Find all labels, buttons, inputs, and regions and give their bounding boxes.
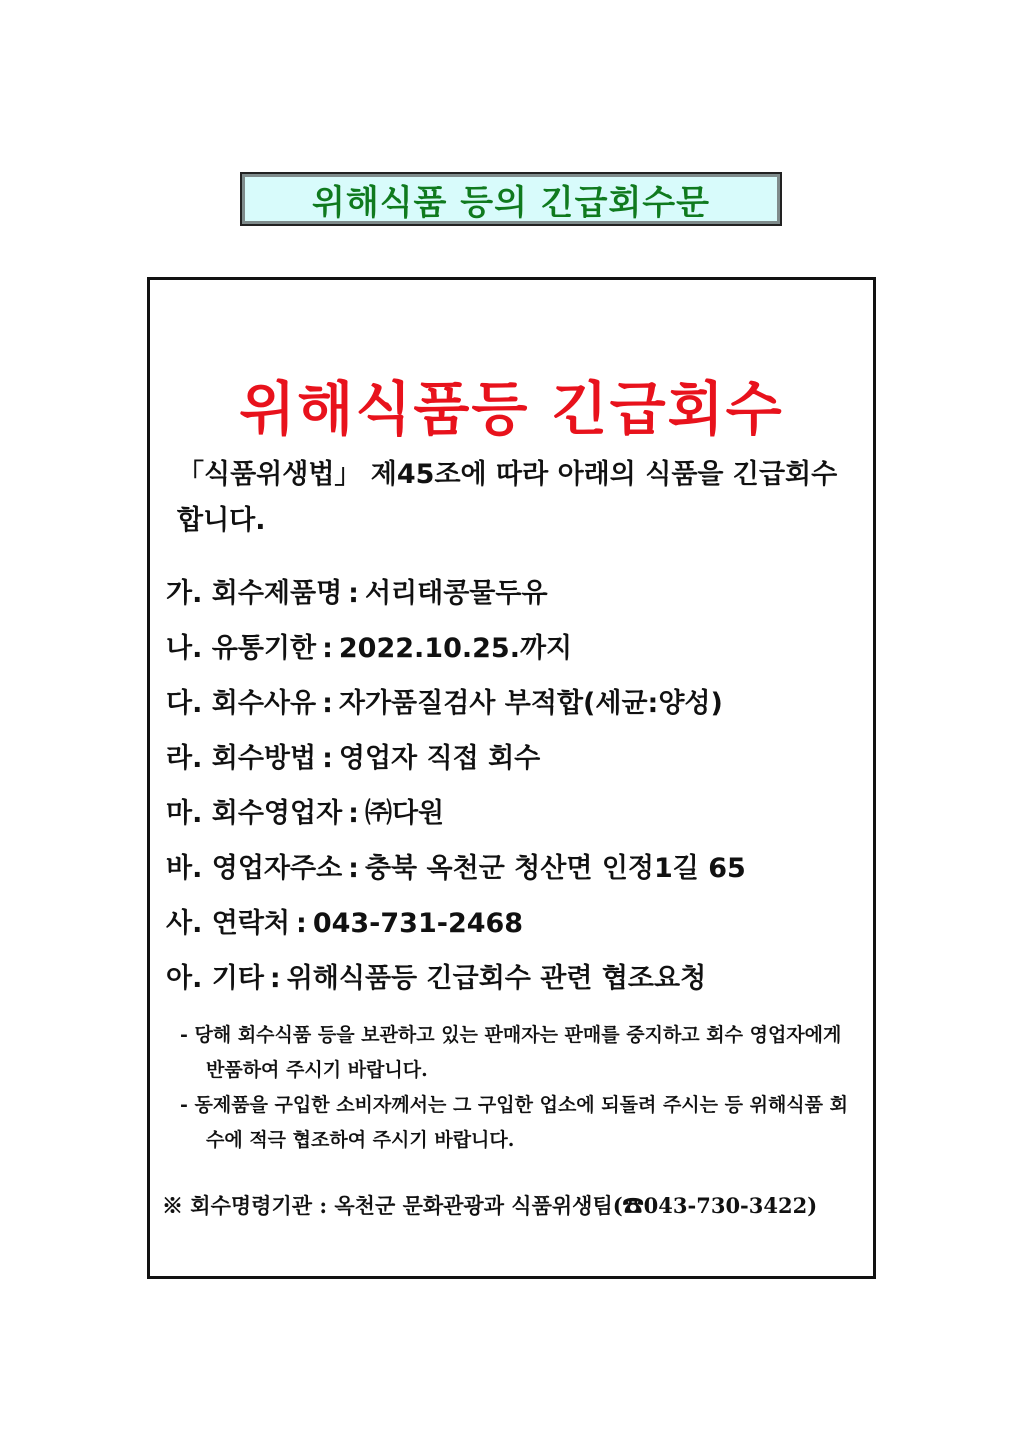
notice-intro: 「식품위생법」 제45조에 따라 아래의 식품을 긴급회수 합니다. (177, 459, 838, 536)
detail-label: 라. 회수방법 (166, 743, 317, 774)
detail-other: 아. 기타 : 위해식품등 긴급회수 관련 협조요청 (166, 963, 707, 994)
detail-address: 바. 영업자주소 : 충북 옥천군 청산면 인정1길 65 (166, 853, 746, 884)
detail-product-name: 가. 회수제품명 : 서리태콩물두유 (166, 578, 548, 609)
detail-label: 아. 기타 (166, 963, 264, 994)
notes-list (180, 1018, 860, 1158)
detail-label: 나. 유통기한 (166, 633, 317, 664)
detail-label: 가. 회수제품명 (166, 578, 343, 609)
note-consumer: - 동제품을 구입한 소비자께서는 그 구입한 업소에 되돌려 주시는 등 위해식품 회수에 적극 협조하여 주시기 바랍니다. (180, 1094, 848, 1151)
detail-value: 자가품질검사 부적합(세균:양성) (338, 688, 723, 719)
recall-details-list (166, 572, 866, 1012)
detail-value: 충북 옥천군 청산면 인정1길 65 (364, 853, 746, 884)
detail-reason: 다. 회수사유 : 자가품질검사 부적합(세균:양성) (166, 688, 723, 719)
detail-label: 다. 회수사유 (166, 688, 317, 719)
detail-value: 서리태콩물두유 (364, 578, 548, 609)
title-banner (240, 172, 782, 226)
detail-value: 영업자 직접 회수 (338, 743, 541, 774)
title-banner-text: 위해식품 등의 긴급회수문 (312, 182, 710, 223)
detail-method: 라. 회수방법 : 영업자 직접 회수 (166, 743, 541, 774)
detail-value: 2022.10.25.까지 (338, 633, 573, 664)
recall-authority-footer: ※ 회수명령기관 : 옥천군 문화관광과 식품위생팀(☎043-730-3422) (162, 1193, 818, 1218)
detail-business: 마. 회수영업자 : ㈜다원 (166, 798, 445, 829)
detail-expiry: 나. 유통기한 : 2022.10.25.까지 (166, 633, 573, 664)
detail-value: 043-731-2468 (312, 908, 524, 939)
notice-headline: 위해식품등 긴급회수 (239, 375, 784, 443)
detail-value: ㈜다원 (364, 798, 445, 829)
detail-label: 사. 연락처 (166, 908, 290, 939)
detail-label: 바. 영업자주소 (166, 853, 343, 884)
recall-notice-box (147, 277, 876, 1279)
detail-value: 위해식품등 긴급회수 관련 협조요청 (286, 963, 707, 994)
detail-label: 마. 회수영업자 (166, 798, 343, 829)
note-seller: - 당해 회수식품 등을 보관하고 있는 판매자는 판매를 중지하고 회수 영업자에게 반품하여 주시기 바랍니다. (180, 1024, 842, 1081)
detail-contact: 사. 연락처 : 043-731-2468 (166, 908, 524, 939)
